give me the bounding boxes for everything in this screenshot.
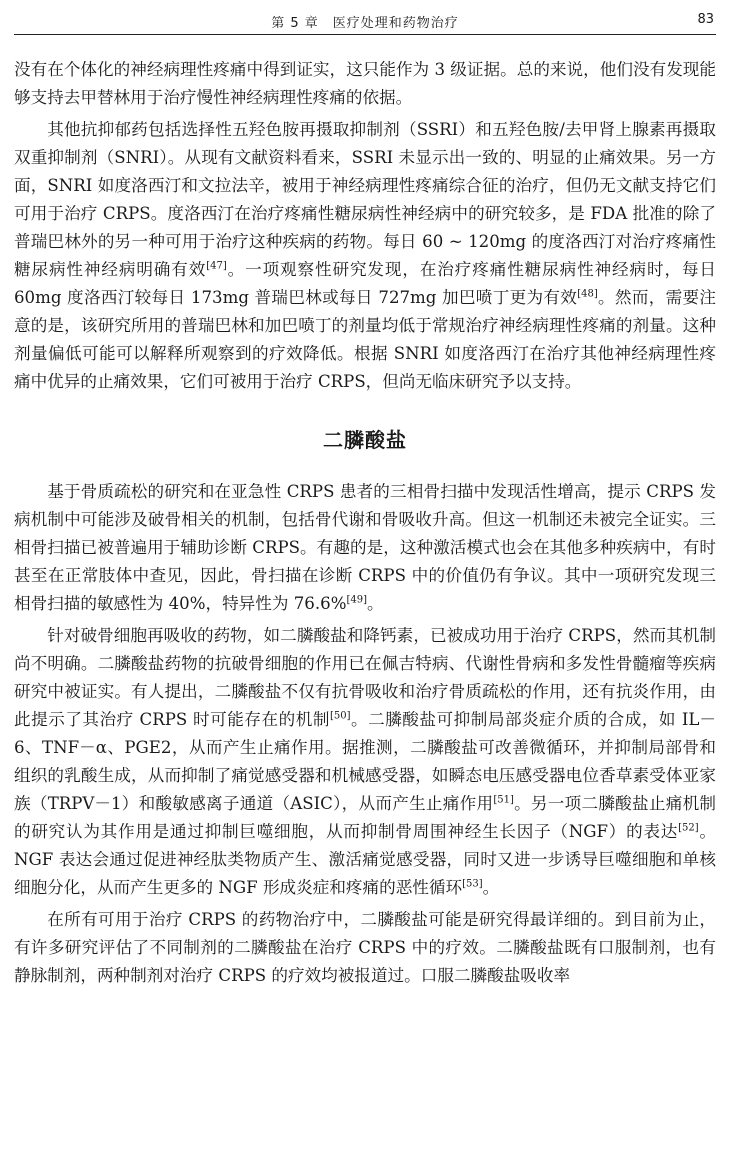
bottom-paragraphs bbox=[14, 478, 716, 990]
citation-ref: [52] bbox=[678, 822, 699, 834]
citation-ref: [50] bbox=[329, 710, 351, 722]
text-run: 。然而，需要注意的是，该研究所用的普瑞巴林和加巴喷丁的剂量均低于常规治疗神经病理性疼痛的剂量。这种剂量偏低可能可以解释所观察到的疗效降低。根据 SNRI 如度洛西汀在治疗其他神经病理性疼痛中优异的止痛效果，它们可被用于治疗 CRPS，但尚无临床研究予以支持。 bbox=[14, 288, 717, 391]
text-run: 没有在个体化的神经病理性疼痛中得到证实，这只能作为 3 级证据。总的来说，他们没有发现能够支持去甲替林用于治疗慢性神经病理性疼痛的依据。 bbox=[14, 60, 716, 107]
paragraph bbox=[14, 478, 716, 618]
section-heading: 二膦酸盐 bbox=[323, 428, 407, 452]
chapter-title: 第 5 章 医疗处理和药物治疗 bbox=[271, 16, 459, 31]
text-run: 基于骨质疏松的研究和在亚急性 CRPS 患者的三相骨扫描中发现活性增高，提示 CRPS 发病机制中可能涉及破骨相关的机制，包括骨代谢和骨吸收升高。但这一机制还未被完全证实。三相骨扫描已被普遍用于辅助诊断 CRPS。有趣的是，这种激活模式也会在其他多种疾病中，有时甚至在正常肢体中查见，因此，骨扫描在诊断 CRPS 中的价值仍有争议。其中一项研究发现三相骨扫描的敏感性为 40%，特异性为 76.6% bbox=[14, 482, 716, 613]
text-run: 在所有可用于治疗 CRPS 的药物治疗中，二膦酸盐可能是研究得最详细的。到目前为止，有许多研究评估了不同制剂的二膦酸盐在治疗 CRPS 中的疗效。二膦酸盐既有口服制剂，也有静脉制剂，两种制剂对治疗 CRPS 的疗效均被报道过。口服二膦酸盐吸收率 bbox=[14, 910, 716, 985]
paragraph bbox=[14, 622, 716, 902]
text-run: 其他抗抑郁药包括选择性五羟色胺再摄取抑制剂（SSRI）和五羟色胺/去甲肾上腺素再摄取双重抑制剂（SNRI）。从现有文献资料看来，SSRI 未显示出一致的、明显的止痛效果。另一方面，SNRI 如度洛西汀和文拉法辛，被用于神经病理性疼痛综合征的治疗，但仍无文献支持它们可用于治疗 CRPS。度洛西汀在治疗疼痛性糖尿病性神经病中的研究较多，是 FDA 批准的除了普瑞巴林外的另一种可用于治疗这种疾病的药物。每日 60 ~ 120mg 的度洛西汀对治疗疼痛性糖尿病性神经病明确有效 bbox=[14, 120, 716, 279]
page-body bbox=[14, 56, 716, 990]
citation-ref: [48] bbox=[577, 288, 598, 300]
text-run: 。NGF 表达会通过促进神经肽类物质产生、激活痛觉感受器，同时又进一步诱导巨噬细胞和单核细胞分化，从而产生更多的 NGF 形成炎症和疼痛的恶性循环 bbox=[14, 822, 716, 897]
running-header bbox=[14, 8, 716, 35]
paragraph bbox=[14, 906, 716, 990]
paragraph bbox=[14, 56, 716, 112]
citation-ref: [53] bbox=[462, 878, 483, 890]
citation-ref: [49] bbox=[346, 594, 367, 606]
text-run: 。 bbox=[367, 594, 384, 613]
citation-ref: [51] bbox=[493, 794, 514, 806]
text-run: 。一项观察性研究发现，在治疗疼痛性糖尿病性神经病时，每日 60mg 度洛西汀较每日 173mg 普瑞巴林或每日 727mg 加巴喷丁更为有效 bbox=[14, 260, 717, 307]
paragraph bbox=[14, 116, 716, 396]
text-run: 针对破骨细胞再吸收的药物，如二膦酸盐和降钙素，已被成功用于治疗 CRPS，然而其机制尚不明确。二膦酸盐药物的抗破骨细胞的作用已在佩吉特病、代谢性骨病和多发性骨髓瘤等疾病研究中被证实。有人提出，二膦酸盐不仅有抗骨吸收和治疗骨质疏松的作用，还有抗炎作用，由此提示了其治疗 CRPS 时可能存在的机制 bbox=[14, 626, 716, 729]
text-run: 。另一项二膦酸盐止痛机制的研究认为其作用是通过抑制巨噬细胞，从而抑制骨周围神经生长因子（NGF）的表达 bbox=[14, 794, 717, 841]
top-paragraphs bbox=[14, 56, 716, 396]
text-run: 。二膦酸盐可抑制局部炎症介质的合成，如 IL－6、TNF－α、PGE2，从而产生止痛作用。据推测，二膦酸盐可改善微循环，并抑制局部骨和组织的乳酸生成，从而抑制了痛觉感受器和机械感受器，如瞬态电压感受器电位香草素受体亚家族（TRPV－1）和酸敏感离子通道（ASIC），从而产生止痛作用 bbox=[14, 710, 716, 813]
citation-ref: [47] bbox=[206, 260, 227, 272]
page-number: 83 bbox=[697, 12, 714, 27]
text-run: 。 bbox=[482, 878, 500, 897]
